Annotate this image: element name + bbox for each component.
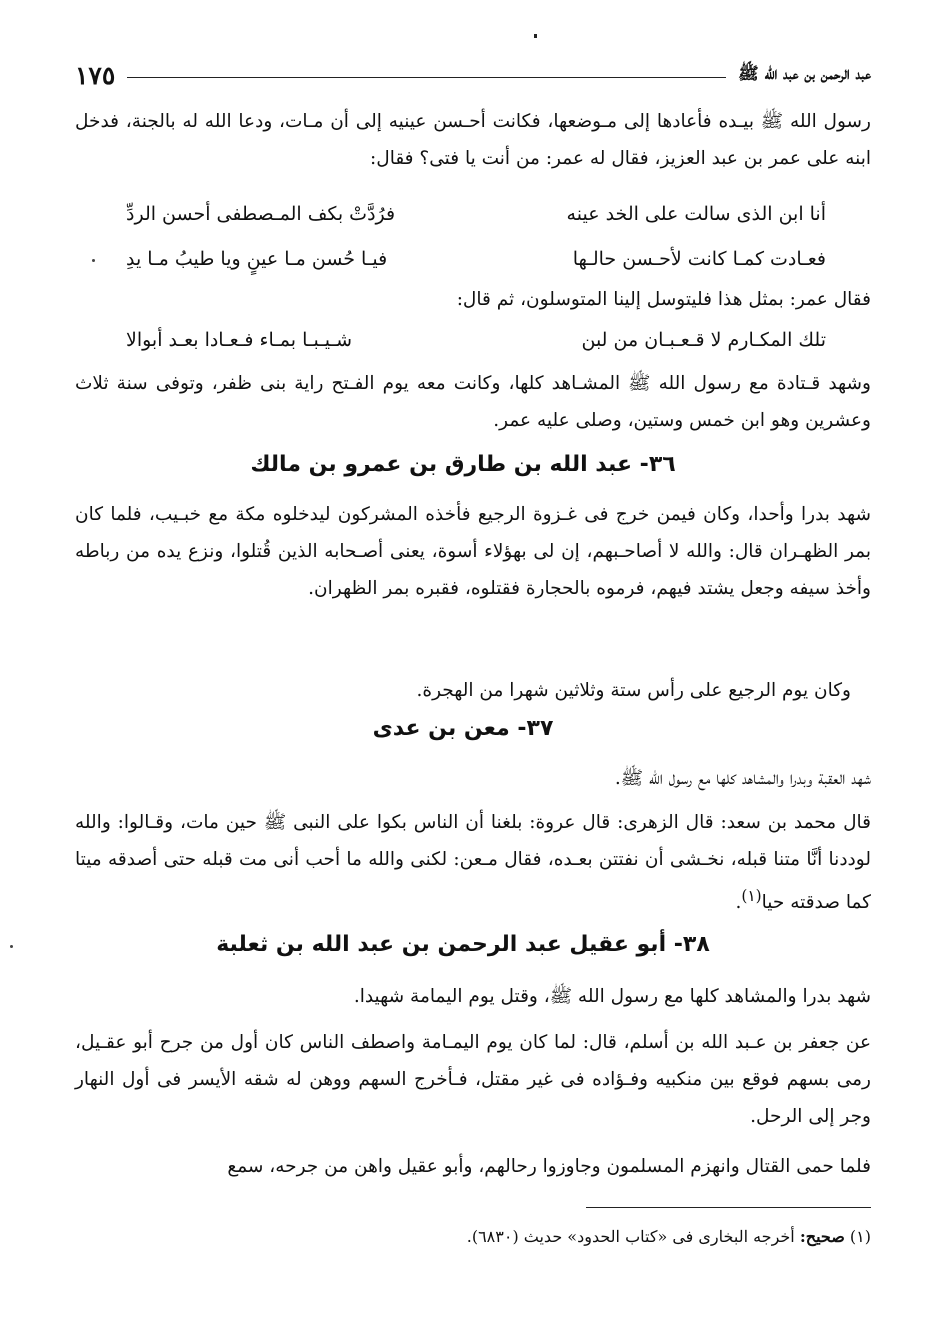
- paragraph-maan-quote-end: .: [735, 892, 742, 914]
- verse-hemistich-second: شـيـبـا بمـاء فـعـادا بعـد أبوالا: [126, 329, 352, 351]
- running-header: [75, 58, 871, 92]
- paragraph-maan-quote: [75, 804, 871, 921]
- paragraph-intro: رسول الله ﷺ بيـده فأعادها إلى مـوضعها، فكانت أحـسن عينيه إلى أن مـات، ودعا الله له بالجنة، فدخل ابنه على عمر بن عبد العزيز، فقال له عمر: من أنت يا فتى؟ فقال:: [75, 111, 871, 169]
- paragraph-maan-quote-text: قال محمد بن سعد: قال الزهرى: قال عروة: بلغنا أن الناس بكوا على النبى ﷺ حين مات، وقـالوا: والله لوددنا أنَّا متنا قبله، نخـشى أن نفتتن بعـده، فقال مـعن: لكنى والله ما أحب أنى مت قبله حتى أصدقه ميتا كما صدقته حيا: [75, 812, 871, 914]
- margin-dot: [92, 259, 95, 262]
- page-mark-dot: [534, 34, 537, 38]
- paragraph-abu-aqil-battle: فلما حمى القتال وانهزم المسلمون وجاوزوا رحالهم، وأبو عقيل واهن من جرحه، سمع: [227, 1156, 871, 1177]
- footnote: [467, 1224, 871, 1250]
- verse-line-3: [126, 322, 826, 358]
- verse-line-1: [126, 196, 826, 232]
- paragraph-abdullah-tariq: شهد بدرا وأحدا، وكان فيمن خرج فى غـزوة الرجيع فأخذه المشركون ليدخلوه مكة مع خبـيب، فلما كان بمر الظهـران قال: والله لا أصاحـبهم، إن لى بهؤلاء أسوة، يعنى أصـحابه الذين قُتلوا، ونزع يده من رباطه وأخذ سيفه وجعل يشتد فيهم، فرموه بالحجارة فقتلوه، فقبره بمر الظهران.: [75, 504, 871, 599]
- paragraph-qatada: وشهد قـتادة مع رسول الله ﷺ المشـاهد كلها، وكانت معه يوم الفـتح راية بنى ظفر، وتوفى سنة ثلاث وعشرين وهو ابن خمس وستين، وصلى عليه عمر.: [75, 373, 871, 431]
- section-heading-38: ٣٨- أبو عقيل عبد الرحمن بن عبد الله بن ثعلبة: [216, 932, 710, 957]
- footnote-reference: (١): [741, 887, 762, 905]
- footnote-text: أخرجه البخارى فى «كتاب الحدود» حديث (٦٨٣٠).: [466, 1227, 795, 1246]
- section-heading-37: ٣٧- معن بن عدى: [372, 716, 554, 741]
- paragraph-umar: فقال عمر: بمثل هذا فليتوسل إلينا المتوسلون، ثم قال:: [456, 289, 871, 310]
- footnote-label: صحيح:: [799, 1227, 845, 1246]
- running-title: عبد الرحمن بن عبد الله ﷺ: [738, 63, 871, 84]
- header-rule: [127, 77, 726, 78]
- paragraph-abu-aqil-jafar: عن جعفر بن عـبد الله بن أسلم، قال: لما كان يوم اليمـامة واصطف الناس كان أول من جرح أبو عقـيل، رمى بسهم فوقع بين منكبيه وفـؤاده فى غير مقتل، فـأخرج السهم ووهن له شقه الأيسر فى أول النهار وجر إلى الرحل.: [75, 1032, 871, 1127]
- verse-hemistich-first: أنا ابن الذى سالت على الخد عينه: [566, 203, 826, 225]
- footnote-rule: [586, 1207, 871, 1208]
- paragraph-maan-intro: شهد العقبة وبدرا والمشاهد كلها مع رسول الله ﷺ.: [614, 768, 871, 789]
- paragraph-rajee: وكان يوم الرجيع على رأس ستة وثلاثين شهرا من الهجرة.: [416, 680, 851, 701]
- verse-line-2: [126, 241, 826, 277]
- page-number: ١٧٥: [75, 60, 116, 90]
- footnote-marker: (١): [849, 1227, 871, 1246]
- paragraph-abu-aqil-intro: شهد بدرا والمشاهد كلها مع رسول الله ﷺ، وقتل يوم اليمامة شهيدا.: [353, 986, 871, 1007]
- verse-hemistich-second: فيـا حُسن مـا عينٍ ويا طيبُ مـا يدِ: [126, 248, 388, 270]
- verse-hemistich-first: فعـادت كمـا كانت لأحـسن حالـها: [572, 248, 826, 270]
- section-heading-36: ٣٦- عبد الله بن طارق بن عمرو بن مالك: [250, 452, 676, 477]
- verse-hemistich-first: تلك المكـارم لا قـعـبـان من لبن: [581, 329, 826, 351]
- verse-hemistich-second: فرُدَّتْ بكف المـصطفى أحسن الردِّ: [126, 203, 396, 225]
